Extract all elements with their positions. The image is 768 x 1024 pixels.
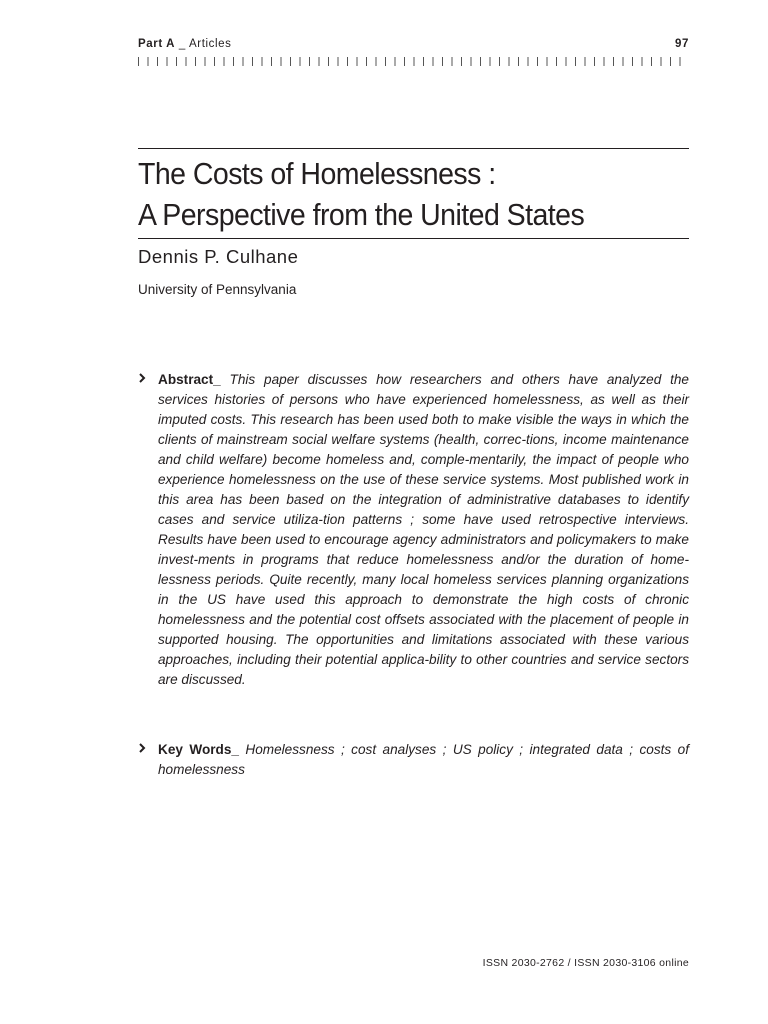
title-line-1: The Costs of Homelessness : xyxy=(138,156,496,191)
author-affiliation: University of Pennsylvania xyxy=(138,282,297,297)
abstract-text: This paper discusses how researchers and others have analyzed the services histories of persons who have experienced homelessness, as well as their imputed costs. This research has been used both to make visible the ways in which the clients of mainstream social welfare systems (health, correc-tions, income maintenance and child welfare) become homeless and, comple-mentarily, the impact of people who experience homelessness on the use of these service systems. Most published work in this area has been based on the integration of administrative databases to identify cases and service utiliza-tion patterns ; some have used retrospective interviews. Results have been used to encourage agency administrators and policymakers to make invest-ments in programs that reduce homelessness and/or the duration of home-lessness periods. Quite recently, many local homeless services planning organizations in the US have used this approach to demonstrate the high costs of chronic homelessness and the potential cost offsets associated with the placement of people in supported housing. The opportunities and limitations associated with these various approaches, including their potential applica-bility to other countries and service sectors are discussed. xyxy=(158,372,689,687)
title-bottom-rule xyxy=(138,238,689,239)
title-line-2: A Perspective from the United States xyxy=(138,197,585,232)
page-title xyxy=(138,153,645,235)
header-separator: _ xyxy=(175,38,189,50)
header-part: Part A xyxy=(138,38,176,50)
keywords-body xyxy=(158,740,689,780)
abstract-label: Abstract_ xyxy=(158,372,221,387)
running-header xyxy=(138,38,689,54)
keywords-label: Key Words_ xyxy=(158,742,239,757)
title-top-rule xyxy=(138,148,689,149)
abstract-body xyxy=(158,370,689,690)
abstract-section xyxy=(138,370,689,690)
tick-divider xyxy=(138,57,689,66)
author-name: Dennis P. Culhane xyxy=(138,246,299,267)
chevron-right-icon xyxy=(138,371,147,385)
keywords-section xyxy=(138,740,689,780)
page-number: 97 xyxy=(675,38,689,50)
issn-footer: ISSN 2030-2762 / ISSN 2030-3106 online xyxy=(482,957,689,969)
chevron-right-icon xyxy=(138,741,147,755)
header-section: Articles xyxy=(189,38,232,50)
keywords-text: Homelessness ; cost analyses ; US policy ; integrated data ; costs of homelessness xyxy=(158,742,689,777)
